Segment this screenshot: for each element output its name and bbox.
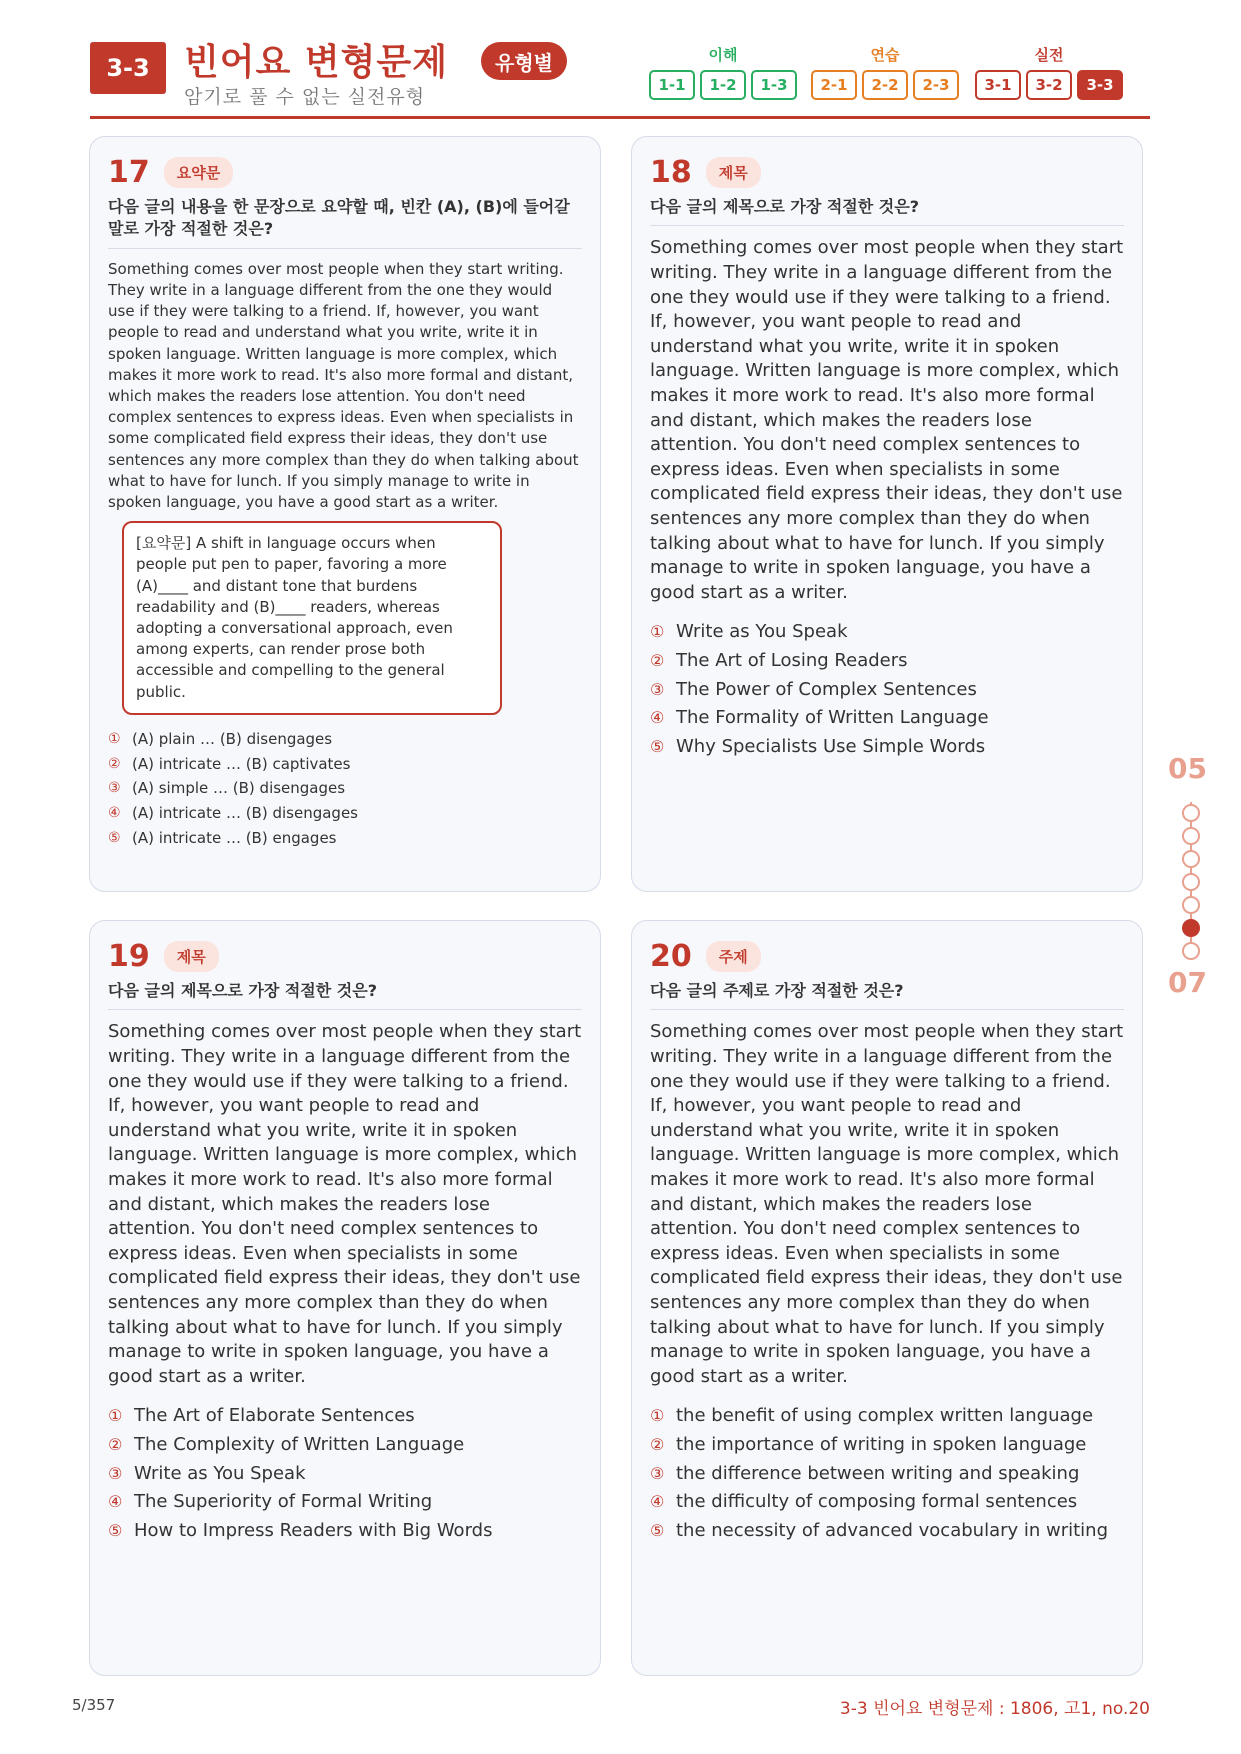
choice-marker: ① [650, 1406, 665, 1426]
choice-1[interactable] [108, 1401, 582, 1430]
question-type-tag: 제목 [164, 941, 219, 972]
choice-text: the difference between writing and speaking [676, 1462, 1080, 1484]
choice-marker: ③ [108, 780, 121, 797]
step-1-2[interactable]: 1-2 [700, 70, 746, 100]
question-number: 17 [108, 155, 150, 190]
choice-text: Write as You Speak [676, 621, 848, 643]
choice-marker: ⑤ [108, 829, 121, 846]
question-number: 18 [650, 155, 692, 190]
choice-text: the importance of writing in spoken language [676, 1433, 1087, 1455]
choice-4[interactable] [108, 801, 582, 826]
choice-4[interactable] [650, 703, 1124, 732]
choice-text: The Superiority of Formal Writing [134, 1491, 433, 1513]
step-3-1[interactable]: 3-1 [975, 70, 1021, 100]
choice-3[interactable] [108, 776, 582, 801]
side-nav-dot[interactable] [1182, 827, 1200, 845]
step-group-label: 이해 [708, 46, 738, 64]
choice-text: Write as You Speak [134, 1462, 306, 1484]
choice-3[interactable] [650, 675, 1124, 704]
choice-text: the necessity of advanced vocabulary in writing [676, 1519, 1109, 1541]
passage: Something comes over most people when they start writing. They write in a language different from the one they would use if they were talking to a friend. If, however, you want people to read and understand what you write, write it in spoken language. Written language is more complex, which makes it more work to read. It's also more formal and distant, which makes the readers lose attention. You don't need complex sentences to express ideas. Even when specialists in some complicated field express their ideas, they don't use sentences any more complex than they do when talking about what to have for lunch. If you simply manage to write in spoken language, you have a good start as a writer. [108, 259, 579, 512]
step-3-2[interactable]: 3-2 [1026, 70, 1072, 100]
choice-marker: ⑤ [108, 1520, 123, 1540]
side-nav-dot[interactable] [1182, 896, 1200, 914]
choice-text: How to Impress Readers with Big Words [134, 1519, 493, 1541]
choice-4[interactable] [650, 1487, 1124, 1516]
question-prompt: 다음 글의 제목으로 가장 적절한 것은? [108, 980, 582, 1010]
page-subtitle: 암기로 풀 수 없는 실전유형 [184, 86, 426, 108]
side-nav-dot[interactable] [1182, 850, 1200, 868]
choice-marker: ④ [108, 804, 121, 821]
side-nav-end: 07 [1168, 966, 1207, 999]
choice-text: the difficulty of composing formal sentences [676, 1491, 1078, 1513]
source-label: 3-3 빈어요 변형문제 : 1806, 고1, no.20 [839, 1699, 1150, 1719]
question-prompt: 다음 글의 주제로 가장 적절한 것은? [650, 980, 1124, 1010]
question-prompt: 다음 글의 내용을 한 문장으로 요약할 때, 빈칸 (A), (B)에 들어갈 말로 가장 적절한 것은? [108, 196, 582, 249]
question-card-17 [89, 136, 601, 892]
choice-marker: ⑤ [650, 736, 665, 756]
passage: Something comes over most people when they start writing. They write in a language different from the one they would use if they were talking to a friend. If, however, you want people to read and understand what you write, write it in spoken language. Written language is more complex, which makes it more work to read. It's also more formal and distant, which makes the readers lose attention. You don't need complex sentences to express ideas. Even when specialists in some complicated field express their ideas, they don't use sentences any more complex than they do when talking about what to have for lunch. If you simply manage to write in spoken language, you have a good start as a writer. [650, 1021, 1124, 1387]
step-group-understand [649, 44, 797, 100]
choice-marker: ② [650, 1434, 665, 1454]
choice-5[interactable] [650, 1516, 1124, 1545]
choice-text: The Formality of Written Language [676, 707, 989, 729]
header-divider [90, 116, 1150, 119]
choice-text: (A) plain … (B) disengages [132, 730, 333, 749]
choice-text: (A) intricate … (B) captivates [132, 754, 351, 773]
question-number: 19 [108, 939, 150, 974]
choice-marker: ① [108, 731, 121, 748]
choice-marker: ④ [650, 1492, 665, 1512]
choice-marker: ② [108, 1434, 123, 1454]
choice-5[interactable] [650, 732, 1124, 761]
choice-3[interactable] [108, 1459, 582, 1488]
choice-text: (A) intricate … (B) disengages [132, 803, 358, 822]
choice-3[interactable] [650, 1459, 1124, 1488]
choice-list [108, 1401, 582, 1544]
choice-marker: ③ [108, 1463, 123, 1483]
choice-text: Why Specialists Use Simple Words [676, 735, 986, 757]
choice-marker: ④ [108, 1492, 123, 1512]
choice-5[interactable] [108, 825, 582, 850]
step-3-3[interactable]: 3-3 [1077, 70, 1123, 100]
summary-box: [요약문] A shift in language occurs when people put pen to paper, favoring a more (A)____ and distant tone that burdens readability and (B)____ readers, whereas adopting a conversational approach, even among experts, can render prose both accessible and compelling to the general public. [122, 521, 502, 715]
question-prompt: 다음 글의 제목으로 가장 적절한 것은? [650, 196, 1124, 226]
choice-marker: ④ [650, 708, 665, 728]
type-tag: 유형별 [481, 42, 567, 80]
section-badge: 3-3 [90, 42, 166, 94]
choice-2[interactable] [108, 751, 582, 776]
question-type-tag: 주제 [706, 941, 761, 972]
choice-5[interactable] [108, 1516, 582, 1545]
choice-2[interactable] [650, 646, 1124, 675]
choice-text: (A) intricate … (B) engages [132, 828, 337, 847]
step-2-1[interactable]: 2-1 [811, 70, 857, 100]
choice-1[interactable] [650, 617, 1124, 646]
choice-text: the benefit of using complex written language [676, 1405, 1094, 1427]
choice-list [650, 617, 1124, 760]
page-number: 5/357 [72, 1696, 116, 1714]
choice-list [650, 1401, 1124, 1544]
choice-1[interactable] [650, 1401, 1124, 1430]
side-nav-dot-active[interactable] [1182, 919, 1200, 937]
step-group-label: 실전 [1034, 46, 1064, 64]
step-1-3[interactable]: 1-3 [751, 70, 797, 100]
question-card-20 [631, 920, 1143, 1676]
step-group-label: 연습 [870, 46, 900, 64]
question-type-tag: 요약문 [164, 157, 233, 188]
side-nav-start: 05 [1168, 752, 1207, 785]
choice-marker: ③ [650, 1463, 665, 1483]
step-1-1[interactable]: 1-1 [649, 70, 695, 100]
passage: Something comes over most people when they start writing. They write in a language different from the one they would use if they were talking to a friend. If, however, you want people to read and understand what you write, write it in spoken language. Written language is more complex, which makes it more work to read. It's also more formal and distant, which makes the readers lose attention. You don't need complex sentences to express ideas. Even when specialists in some complicated field express their ideas, they don't use sentences any more complex than they do when talking about what to have for lunch. If you simply manage to write in spoken language, you have a good start as a writer. [108, 1021, 582, 1387]
choice-text: (A) simple … (B) disengages [132, 779, 346, 798]
choice-text: The Art of Losing Readers [676, 649, 908, 671]
choice-2[interactable] [650, 1430, 1124, 1459]
choice-text: The Complexity of Written Language [134, 1433, 465, 1455]
choice-marker: ① [108, 1406, 123, 1426]
choice-marker: ① [650, 622, 665, 642]
choice-marker: ② [650, 650, 665, 670]
choice-marker: ③ [650, 679, 665, 699]
question-number: 20 [650, 939, 692, 974]
choice-4[interactable] [108, 1487, 582, 1516]
question-card-18 [631, 136, 1143, 892]
step-2-3[interactable]: 2-3 [913, 70, 959, 100]
side-nav-dot[interactable] [1182, 804, 1200, 822]
choice-marker: ② [108, 755, 121, 772]
choice-text: The Power of Complex Sentences [676, 678, 977, 700]
step-2-2[interactable]: 2-2 [862, 70, 908, 100]
question-card-19 [89, 920, 601, 1676]
choice-2[interactable] [108, 1430, 582, 1459]
side-nav-dot[interactable] [1182, 942, 1200, 960]
choice-list [108, 727, 582, 850]
question-type-tag: 제목 [706, 157, 761, 188]
side-nav-dot[interactable] [1182, 873, 1200, 891]
step-group-real [975, 44, 1123, 100]
choice-text: The Art of Elaborate Sentences [134, 1405, 415, 1427]
choice-1[interactable] [108, 727, 582, 752]
step-group-practice [811, 44, 959, 100]
passage: Something comes over most people when they start writing. They write in a language different from the one they would use if they were talking to a friend. If, however, you want people to read and understand what you write, write it in spoken language. Written language is more complex, which makes it more work to read. It's also more formal and distant, which makes the readers lose attention. You don't need complex sentences to express ideas. Even when specialists in some complicated field express their ideas, they don't use sentences any more complex than they do when talking about what to have for lunch. If you simply manage to write in spoken language, you have a good start as a writer. [650, 237, 1124, 603]
page-title: 빈어요 변형문제 [184, 42, 448, 83]
choice-marker: ⑤ [650, 1520, 665, 1540]
